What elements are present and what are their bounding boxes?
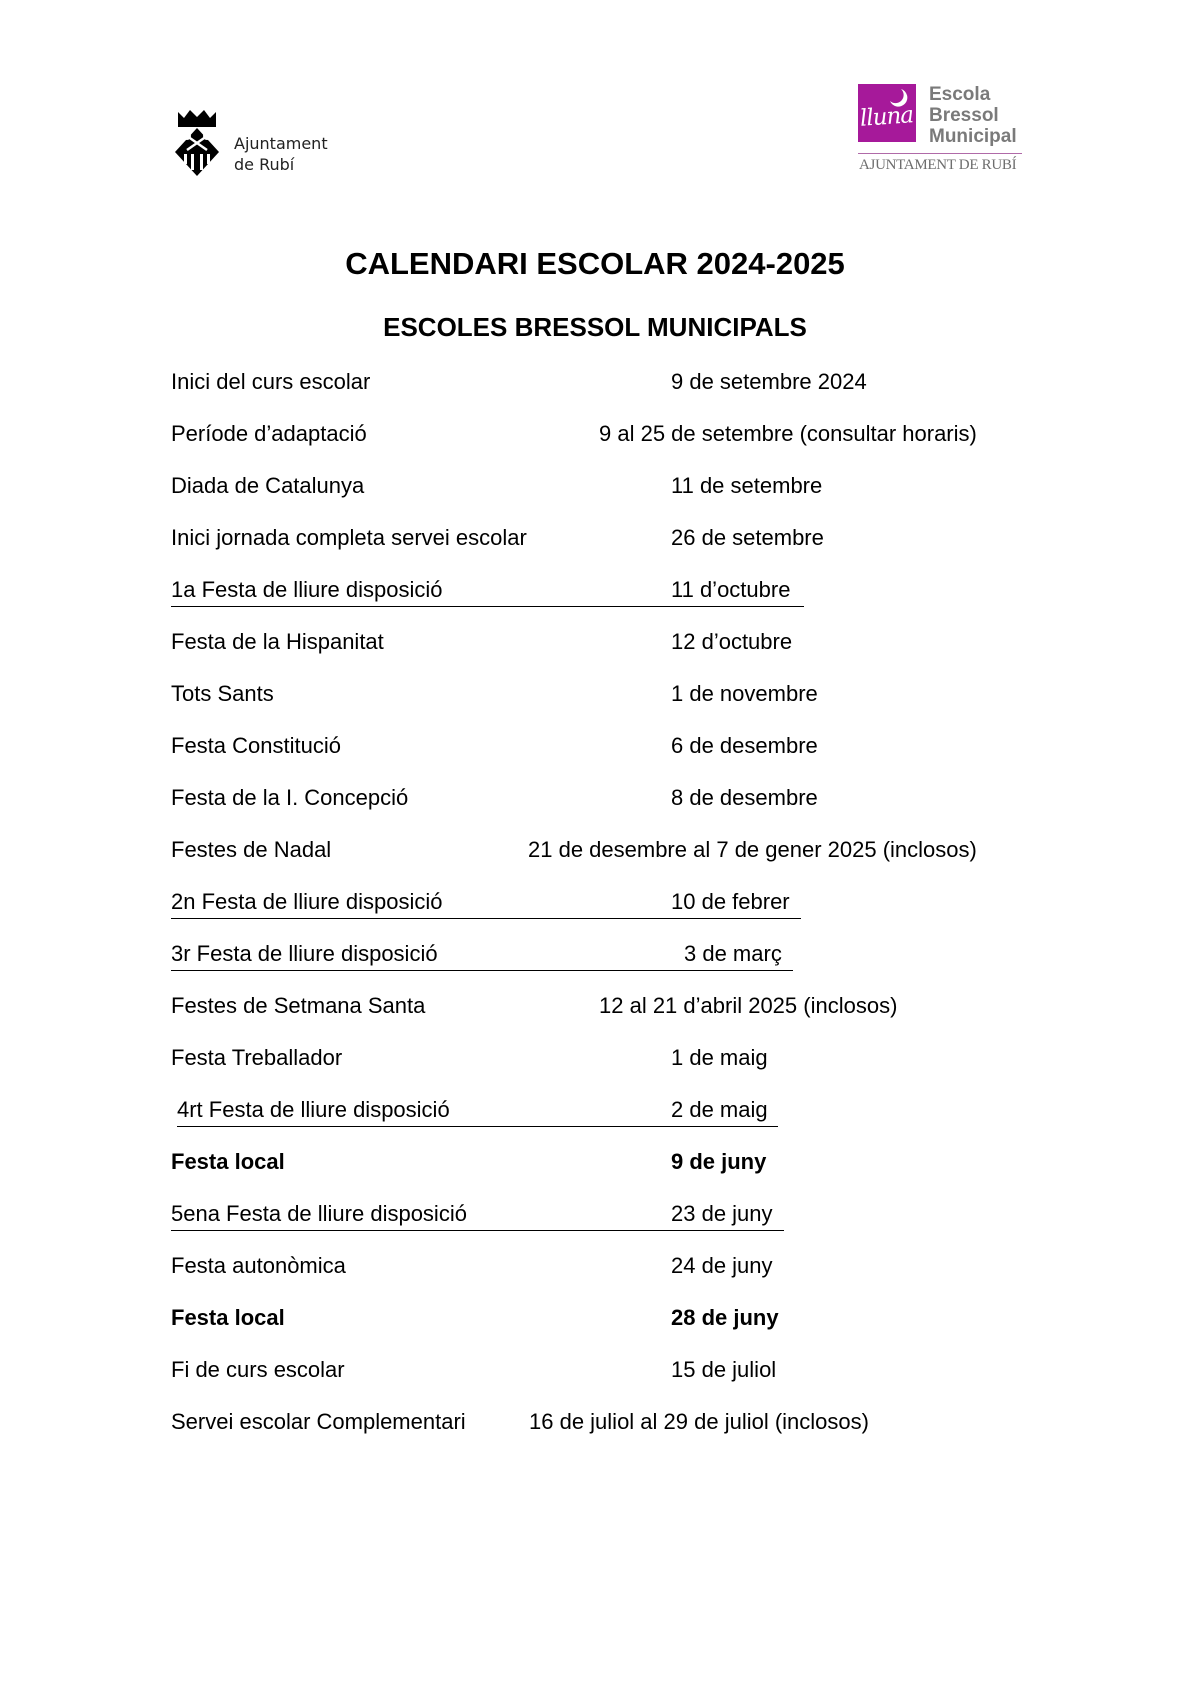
calendar-row xyxy=(0,733,1190,769)
calendar-row xyxy=(0,1253,1190,1289)
calendar-row xyxy=(0,473,1190,509)
calendar-row xyxy=(0,421,1190,457)
event-label: Festa autonòmica xyxy=(171,1253,346,1278)
calendar-row xyxy=(0,837,1190,873)
row-underline xyxy=(171,1230,784,1231)
event-date: 9 de setembre 2024 xyxy=(671,369,867,394)
event-date: 11 d’octubre xyxy=(671,577,791,602)
brand-line2: Bressol xyxy=(929,105,999,126)
event-date: 10 de febrer xyxy=(671,889,790,914)
calendar-row xyxy=(0,1149,1190,1185)
event-label: 3r Festa de lliure disposició xyxy=(171,941,438,966)
event-label: Festa local xyxy=(171,1305,285,1330)
logo-divider xyxy=(858,153,1022,154)
event-date: 28 de juny xyxy=(671,1305,779,1330)
row-underline xyxy=(171,970,793,971)
calendar-row xyxy=(0,1201,1190,1237)
event-label: Diada de Catalunya xyxy=(171,473,365,498)
calendar-row xyxy=(0,525,1190,561)
event-date: 1 de novembre xyxy=(671,681,818,706)
event-label: Tots Sants xyxy=(171,681,274,706)
event-label: 5ena Festa de lliure disposició xyxy=(171,1201,467,1226)
event-date: 12 d’octubre xyxy=(671,629,793,654)
brand-line3: Municipal xyxy=(929,126,1017,147)
calendar-row xyxy=(0,369,1190,405)
calendar-row xyxy=(0,785,1190,821)
brand-line1: Escola xyxy=(929,84,991,105)
event-date: 3 de març xyxy=(684,941,782,966)
event-date: 8 de desembre xyxy=(671,785,818,810)
ajuntament-rubi-logo xyxy=(172,108,342,184)
event-date: 21 de desembre al 7 de gener 2025 (inclosos) xyxy=(528,837,977,862)
row-underline xyxy=(171,606,804,607)
event-label: 2n Festa de lliure disposició xyxy=(171,889,443,914)
event-date: 15 de juliol xyxy=(671,1357,777,1382)
calendar-row xyxy=(0,993,1190,1029)
calendar-row xyxy=(0,941,1190,977)
event-label: Festa local xyxy=(171,1149,285,1174)
event-label: 1a Festa de lliure disposició xyxy=(171,577,443,602)
event-label: Servei escolar Complementari xyxy=(171,1409,466,1434)
event-date: 12 al 21 d’abril 2025 (inclosos) xyxy=(599,993,898,1018)
event-label: Fi de curs escolar xyxy=(171,1357,345,1382)
calendar-row xyxy=(0,629,1190,665)
page-subtitle: ESCOLES BRESSOL MUNICIPALS xyxy=(383,312,807,342)
page-title: CALENDARI ESCOLAR 2024-2025 xyxy=(345,246,845,281)
event-date: 2 de maig xyxy=(671,1097,768,1122)
calendar-row xyxy=(0,889,1190,925)
event-label: Festes de Nadal xyxy=(171,837,332,862)
calendar-row xyxy=(0,1097,1190,1133)
event-date: 23 de juny xyxy=(671,1201,773,1226)
event-date: 9 al 25 de setembre (consultar horaris) xyxy=(599,421,977,446)
event-label: Festa de la Hispanitat xyxy=(171,629,384,654)
event-date: 26 de setembre xyxy=(671,525,824,550)
event-label: Festa Constitució xyxy=(171,733,341,758)
event-date: 16 de juliol al 29 de juliol (inclosos) xyxy=(529,1409,869,1434)
calendar-row xyxy=(0,1409,1190,1445)
event-label: Inici del curs escolar xyxy=(171,369,371,394)
logo-text-line1: Ajuntament xyxy=(234,134,328,153)
coat-of-arms-icon xyxy=(172,108,222,180)
event-label: Festa de la I. Concepció xyxy=(171,785,409,810)
brand-subtitle: AJUNTAMENT DE RUBÍ xyxy=(859,157,1017,173)
escola-bressol-logo xyxy=(858,84,1028,184)
event-date: 9 de juny xyxy=(671,1149,767,1174)
row-underline xyxy=(171,918,801,919)
calendar-row xyxy=(0,577,1190,613)
row-underline xyxy=(177,1126,778,1127)
event-label: 4rt Festa de lliure disposició xyxy=(177,1097,450,1122)
event-label: Festes de Setmana Santa xyxy=(171,993,426,1018)
lluna-text: lluna xyxy=(859,102,914,132)
calendar-row xyxy=(0,1357,1190,1393)
calendar-row xyxy=(0,1045,1190,1081)
event-date: 24 de juny xyxy=(671,1253,773,1278)
logo-text-line2: de Rubí xyxy=(234,155,295,174)
event-label: Període d’adaptació xyxy=(171,421,367,446)
event-label: Inici jornada completa servei escolar xyxy=(171,525,527,550)
lluna-mark xyxy=(858,84,916,142)
calendar-row xyxy=(0,1305,1190,1341)
calendar-row xyxy=(0,681,1190,717)
event-date: 6 de desembre xyxy=(671,733,818,758)
event-label: Festa Treballador xyxy=(171,1045,343,1070)
event-date: 1 de maig xyxy=(671,1045,768,1070)
event-date: 11 de setembre xyxy=(671,473,823,498)
